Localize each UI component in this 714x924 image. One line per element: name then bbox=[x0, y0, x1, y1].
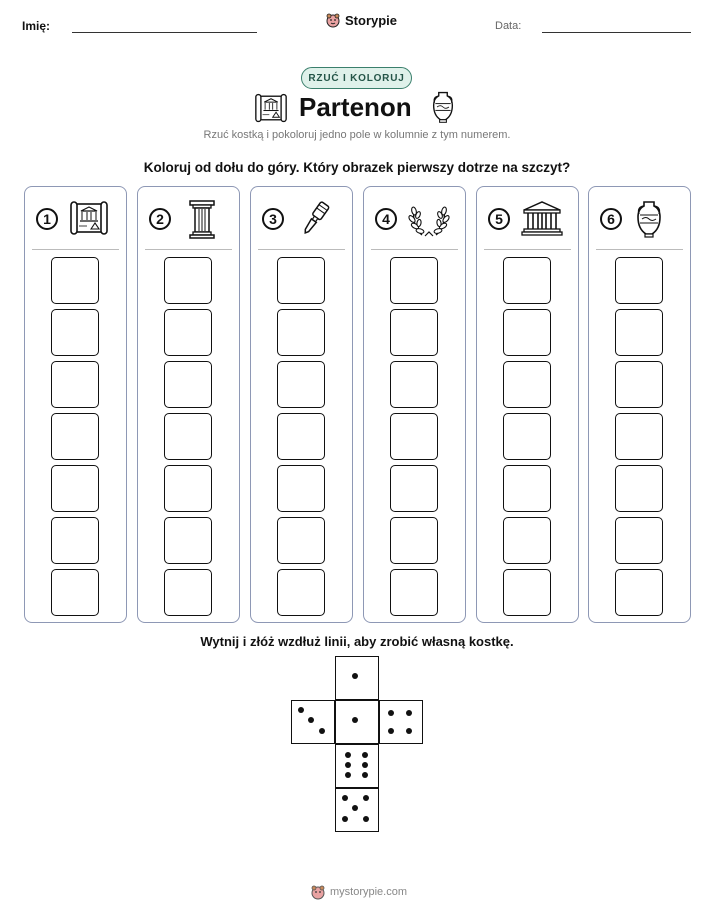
color-box[interactable] bbox=[164, 413, 212, 460]
color-box[interactable] bbox=[277, 517, 325, 564]
color-box[interactable] bbox=[503, 517, 551, 564]
color-box[interactable] bbox=[615, 517, 663, 564]
color-box[interactable] bbox=[277, 309, 325, 356]
dice-pip bbox=[298, 707, 304, 713]
dice-pip bbox=[345, 752, 351, 758]
color-box[interactable] bbox=[390, 465, 438, 512]
column-divider bbox=[596, 249, 683, 250]
dice-pip bbox=[352, 717, 358, 723]
color-box[interactable] bbox=[51, 413, 99, 460]
dice-pip bbox=[362, 772, 368, 778]
color-box[interactable] bbox=[51, 517, 99, 564]
name-label: Imię: bbox=[22, 19, 51, 33]
column-3 bbox=[250, 186, 353, 623]
date-label: Data: bbox=[495, 20, 522, 32]
dice-pip bbox=[406, 728, 412, 734]
dice-pip bbox=[406, 710, 412, 716]
column-5 bbox=[476, 186, 579, 623]
color-box[interactable] bbox=[615, 413, 663, 460]
dice-pip bbox=[363, 816, 369, 822]
column-6 bbox=[588, 186, 691, 623]
color-box[interactable] bbox=[277, 257, 325, 304]
dice-pip bbox=[352, 805, 358, 811]
color-box[interactable] bbox=[51, 465, 99, 512]
dice-pip bbox=[319, 728, 325, 734]
subtitle: Rzuć kostką i pokoloruj jedno pole w kolumnie z tym numerem. bbox=[203, 129, 511, 141]
race-columns bbox=[24, 186, 690, 624]
column-number: 6 bbox=[600, 208, 622, 230]
parthenon-temple-icon bbox=[521, 199, 563, 237]
dice-face-3 bbox=[291, 700, 335, 744]
dice-pip bbox=[363, 795, 369, 801]
column-divider bbox=[484, 249, 571, 250]
blueprint-scroll-icon bbox=[254, 92, 288, 124]
color-box[interactable] bbox=[164, 361, 212, 408]
cut-instruction: Wytnij i złóż wzdłuż linii, aby zrobić własną kostkę. bbox=[200, 634, 514, 649]
dice-pip bbox=[345, 762, 351, 768]
dice-face-4 bbox=[379, 700, 423, 744]
color-box[interactable] bbox=[51, 361, 99, 408]
column-2 bbox=[137, 186, 240, 623]
dice-pip bbox=[342, 795, 348, 801]
name-write-line[interactable] bbox=[72, 32, 257, 33]
dice-pip bbox=[342, 816, 348, 822]
color-box[interactable] bbox=[503, 413, 551, 460]
laurel-wreath-icon bbox=[408, 199, 450, 239]
color-box[interactable] bbox=[503, 361, 551, 408]
color-box[interactable] bbox=[277, 465, 325, 512]
chisel-icon bbox=[295, 199, 335, 239]
brand-logo bbox=[325, 12, 397, 28]
color-box[interactable] bbox=[503, 309, 551, 356]
dice-pip bbox=[362, 752, 368, 758]
column-number: 3 bbox=[262, 208, 284, 230]
greek-column-icon bbox=[182, 199, 222, 239]
amphora-vase-icon bbox=[633, 199, 665, 239]
color-box[interactable] bbox=[164, 257, 212, 304]
column-1 bbox=[24, 186, 127, 623]
storypie-mascot-icon bbox=[310, 884, 326, 900]
color-box[interactable] bbox=[164, 309, 212, 356]
storypie-mascot-icon bbox=[325, 12, 341, 28]
column-number: 1 bbox=[36, 208, 58, 230]
dice-pip bbox=[388, 710, 394, 716]
column-divider bbox=[258, 249, 345, 250]
footer-url[interactable]: mystorypie.com bbox=[330, 886, 408, 898]
dice-pip bbox=[362, 762, 368, 768]
title-row bbox=[250, 90, 464, 126]
color-box[interactable] bbox=[615, 569, 663, 616]
dice-face-5 bbox=[335, 788, 379, 832]
color-box[interactable] bbox=[390, 257, 438, 304]
column-number: 2 bbox=[149, 208, 171, 230]
color-box[interactable] bbox=[51, 257, 99, 304]
color-box[interactable] bbox=[615, 257, 663, 304]
column-4 bbox=[363, 186, 466, 623]
color-box[interactable] bbox=[615, 361, 663, 408]
dice-face-1 bbox=[335, 700, 379, 744]
page-title: Partenon bbox=[299, 92, 412, 122]
color-box[interactable] bbox=[164, 569, 212, 616]
color-box[interactable] bbox=[277, 569, 325, 616]
color-box[interactable] bbox=[503, 569, 551, 616]
dice-pip bbox=[388, 728, 394, 734]
column-number: 5 bbox=[488, 208, 510, 230]
color-box[interactable] bbox=[164, 517, 212, 564]
dice-pip bbox=[308, 717, 314, 723]
color-box[interactable] bbox=[164, 465, 212, 512]
footer bbox=[310, 884, 407, 900]
brand-name: Storypie bbox=[345, 12, 398, 28]
color-box[interactable] bbox=[390, 309, 438, 356]
color-box[interactable] bbox=[503, 257, 551, 304]
color-box[interactable] bbox=[277, 413, 325, 460]
amphora-vase-icon bbox=[430, 90, 456, 124]
color-box[interactable] bbox=[390, 361, 438, 408]
worksheet-header bbox=[0, 0, 714, 50]
dice-pip bbox=[345, 772, 351, 778]
column-divider bbox=[371, 249, 458, 250]
color-box[interactable] bbox=[615, 309, 663, 356]
color-box[interactable] bbox=[390, 569, 438, 616]
instruction-heading: Koloruj od dołu do góry. Który obrazek pierwszy dotrze na szczyt? bbox=[143, 160, 571, 175]
column-number: 4 bbox=[375, 208, 397, 230]
blueprint-scroll-icon bbox=[69, 199, 109, 237]
color-box[interactable] bbox=[615, 465, 663, 512]
color-box[interactable] bbox=[51, 569, 99, 616]
color-box[interactable] bbox=[390, 413, 438, 460]
activity-badge: RZUĆ I KOLORUJ bbox=[301, 67, 412, 89]
date-write-line[interactable] bbox=[542, 32, 691, 33]
dice-pip bbox=[352, 673, 358, 679]
dice-face-6 bbox=[335, 744, 379, 788]
column-divider bbox=[32, 249, 119, 250]
color-box[interactable] bbox=[277, 361, 325, 408]
column-divider bbox=[145, 249, 232, 250]
color-box[interactable] bbox=[390, 517, 438, 564]
color-box[interactable] bbox=[503, 465, 551, 512]
dice-face-1 bbox=[335, 656, 379, 700]
color-box[interactable] bbox=[51, 309, 99, 356]
